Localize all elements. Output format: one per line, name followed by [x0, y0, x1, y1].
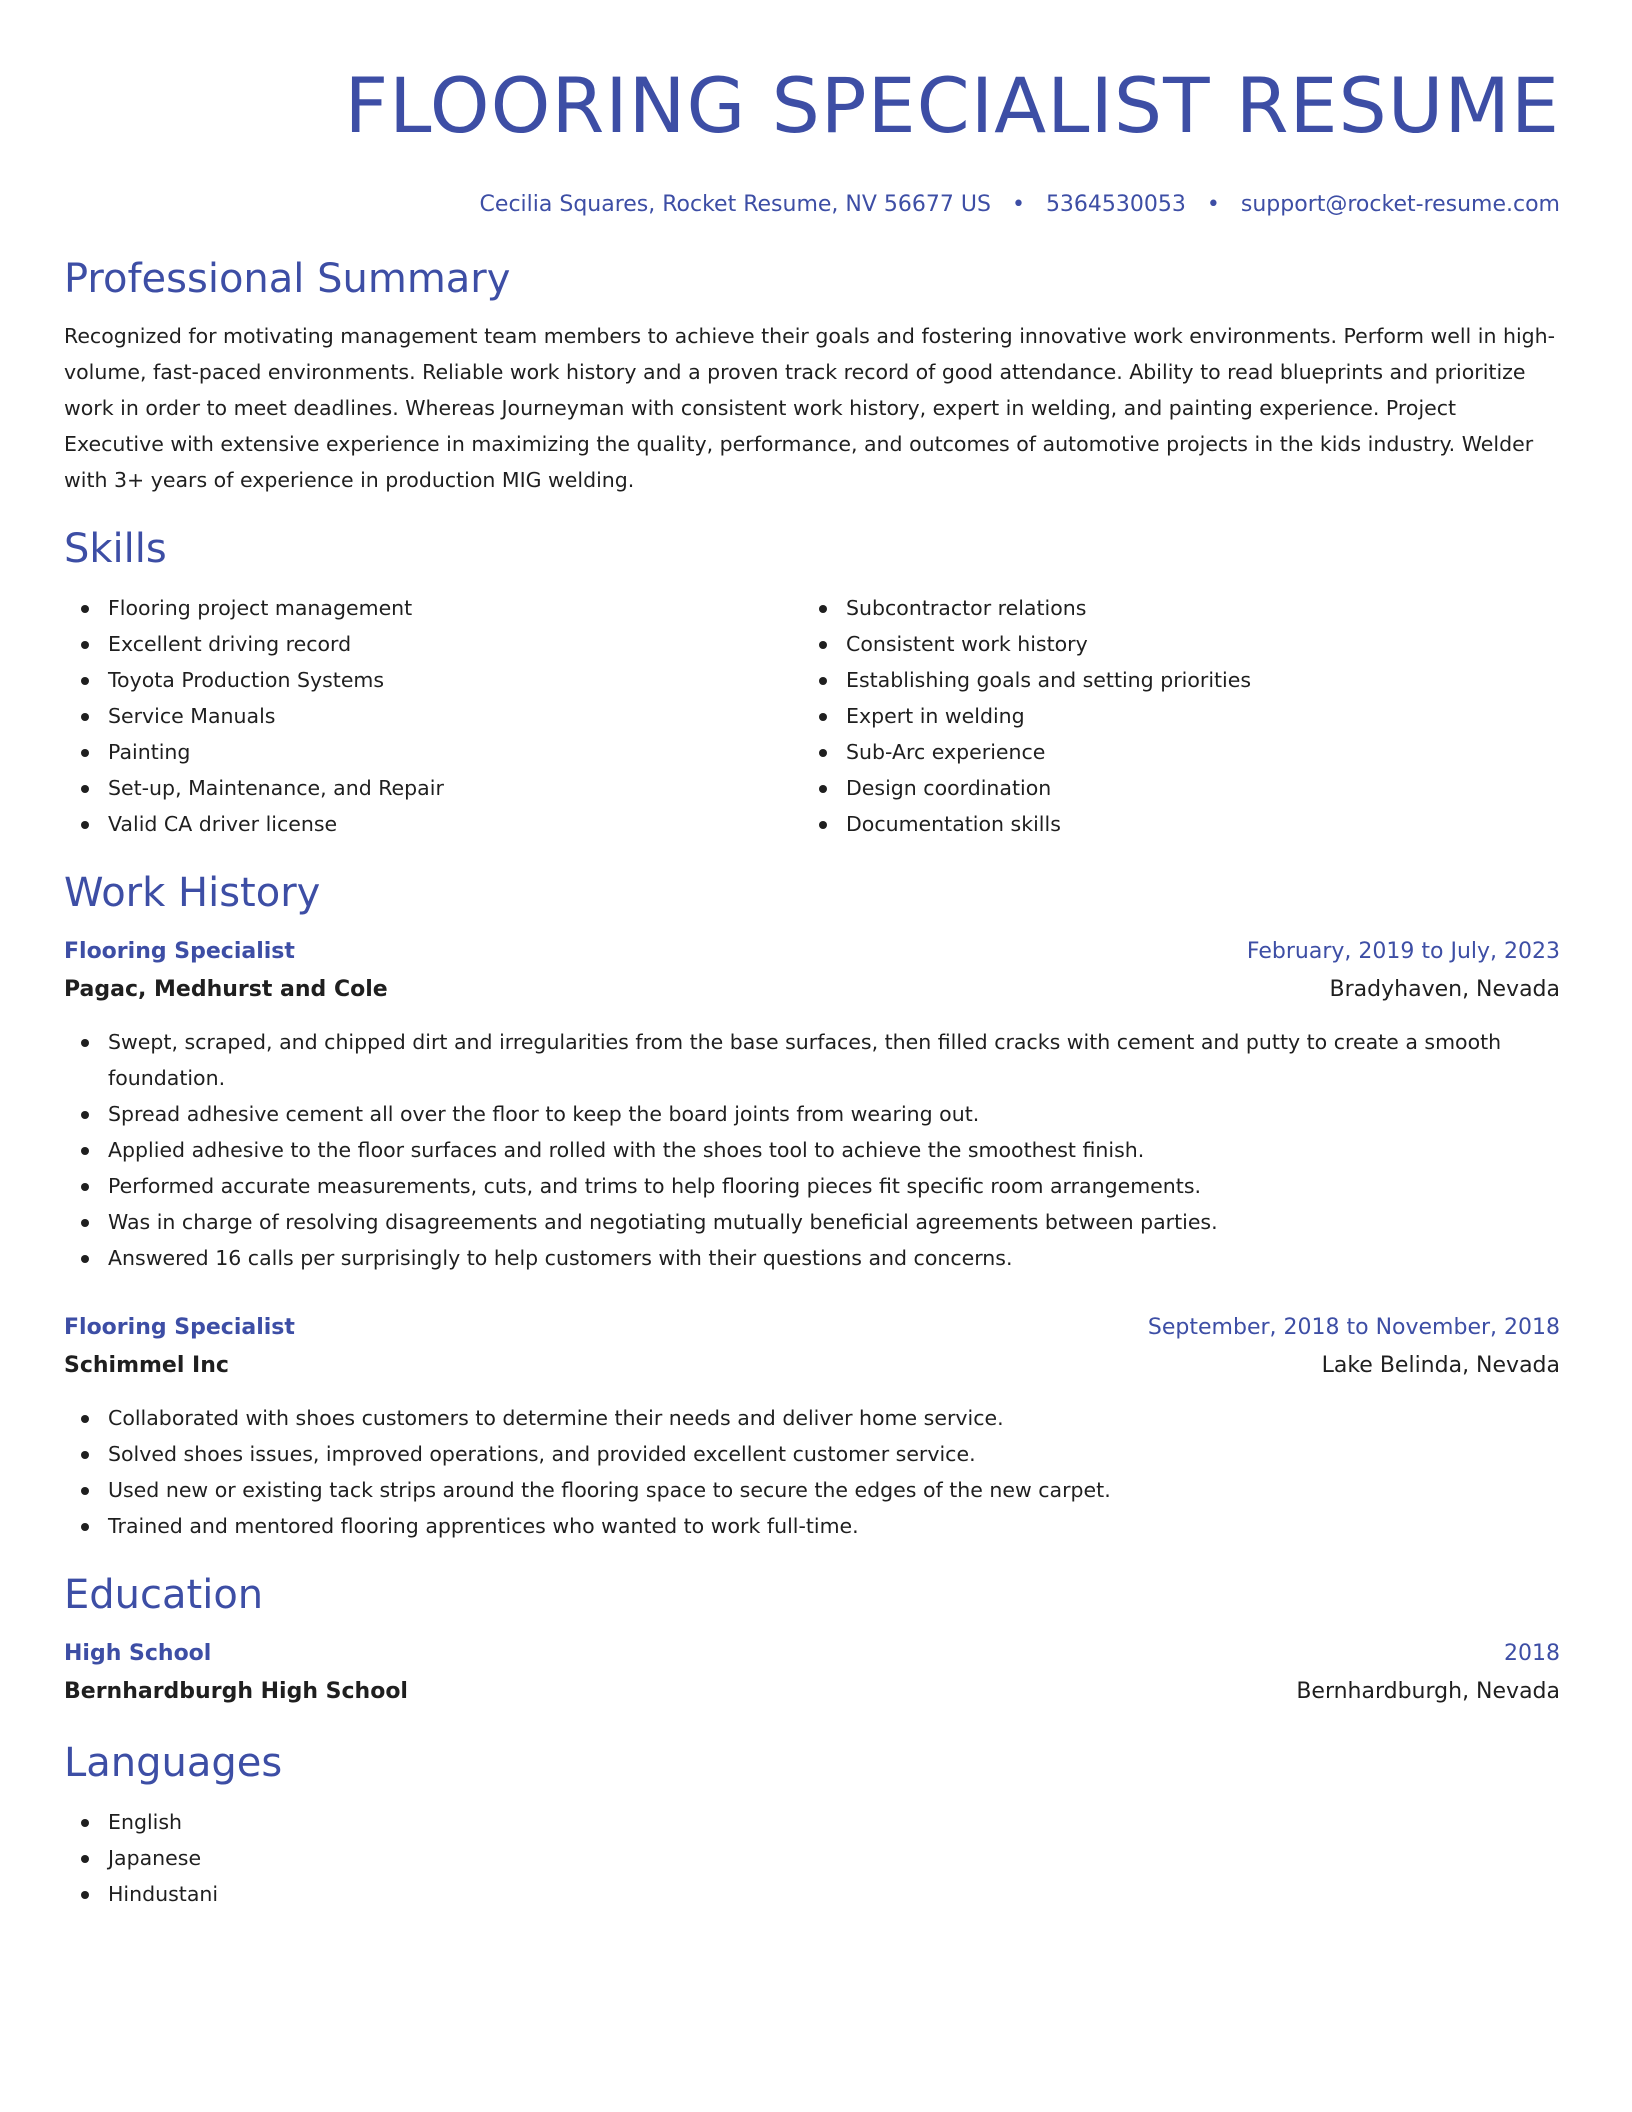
- education-year: 2018: [1504, 1641, 1560, 1666]
- job-location: Bradyhaven, Nevada: [1329, 977, 1560, 1002]
- job-bullet: Performed accurate measurements, cuts, and trims to help flooring pieces fit specific room arrangements.: [64, 1168, 1560, 1204]
- job-bullet: Trained and mentored flooring apprentices who wanted to work full-time.: [64, 1508, 1560, 1544]
- skills-section: [64, 524, 1560, 842]
- section-heading-summary: Professional Summary: [64, 256, 511, 302]
- skill-item: Painting: [64, 734, 802, 770]
- contact-phone[interactable]: 5364530053: [1045, 192, 1186, 217]
- education-section: [64, 1570, 1560, 1712]
- job-bullet: Spread adhesive cement all over the floor to keep the board joints from wearing out.: [64, 1096, 1560, 1132]
- job-role: Flooring Specialist: [64, 1315, 295, 1340]
- skill-item: Flooring project management: [64, 590, 802, 626]
- job-company: Pagac, Medhurst and Cole: [64, 977, 388, 1002]
- job-header: [64, 1310, 1560, 1346]
- section-heading-skills: Skills: [64, 526, 167, 572]
- education-location: Bernhardburgh, Nevada: [1296, 1679, 1560, 1704]
- job-entry: [64, 1310, 1560, 1544]
- skill-item: Valid CA driver license: [64, 806, 802, 842]
- job-location: Lake Belinda, Nevada: [1321, 1353, 1560, 1378]
- contact-address: Cecilia Squares, Rocket Resume, NV 56677 US: [479, 192, 991, 217]
- skill-item: Design coordination: [802, 770, 1540, 806]
- skill-item: Service Manuals: [64, 698, 802, 734]
- job-bullet: Solved shoes issues, improved operations, and provided excellent customer service.: [64, 1436, 1560, 1472]
- section-heading-education: Education: [64, 1572, 264, 1618]
- job-role: Flooring Specialist: [64, 939, 295, 964]
- languages-list: [64, 1804, 1560, 1912]
- contact-separator: •: [1011, 192, 1025, 217]
- contact-email[interactable]: support@rocket-resume.com: [1240, 192, 1560, 217]
- skill-item: Toyota Production Systems: [64, 662, 802, 698]
- job-entry: [64, 934, 1560, 1276]
- job-bullet: Was in charge of resolving disagreements and negotiating mutually beneficial agreements between parties.: [64, 1204, 1560, 1240]
- job-header: [64, 934, 1560, 970]
- job-dates: September, 2018 to November, 2018: [1147, 1315, 1560, 1340]
- job-bullets: [64, 1400, 1560, 1544]
- section-heading-languages: Languages: [64, 1740, 283, 1786]
- education-school: Bernhardburgh High School: [64, 1679, 408, 1704]
- job-bullets: [64, 1024, 1560, 1276]
- language-item: Hindustani: [64, 1876, 1560, 1912]
- resume-title: FLOORING SPECIALIST RESUME: [344, 61, 1560, 150]
- summary-section: [64, 254, 1560, 498]
- job-dates: February, 2019 to July, 2023: [1246, 939, 1560, 964]
- summary-text: Recognized for motivating management team members to achieve their goals and fostering innovative work environments. Perform well in high-volume, fast-paced environments. Reliable work history and a proven track record of good attendance. Ability to read blueprints and prioritize work in order to meet deadlines. Whereas Journeyman with consistent work history, expert in welding, and painting experience. Project Executive with extensive experience in maximizing the quality, performance, and outcomes of automotive projects in the kids industry. Welder with 3+ years of experience in production MIG welding.: [64, 324, 1556, 492]
- skill-item: Establishing goals and setting priorities: [802, 662, 1540, 698]
- language-item: Japanese: [64, 1840, 1560, 1876]
- education-header: [64, 1636, 1560, 1672]
- job-bullet: Used new or existing tack strips around the flooring space to secure the edges of the new carpet.: [64, 1472, 1560, 1508]
- skill-item: Consistent work history: [802, 626, 1540, 662]
- skill-item: Expert in welding: [802, 698, 1540, 734]
- skill-item: Documentation skills: [802, 806, 1540, 842]
- language-item: English: [64, 1804, 1560, 1840]
- job-bullet: Collaborated with shoes customers to determine their needs and deliver home service.: [64, 1400, 1560, 1436]
- education-subheader: [64, 1672, 1560, 1712]
- skill-item: Sub-Arc experience: [802, 734, 1540, 770]
- skill-item: Set-up, Maintenance, and Repair: [64, 770, 802, 806]
- job-bullet: Swept, scraped, and chipped dirt and irregularities from the base surfaces, then filled cracks with cement and putty to create a smooth foundation.: [64, 1024, 1560, 1096]
- skill-item: Excellent driving record: [64, 626, 802, 662]
- section-heading-work: Work History: [64, 870, 321, 916]
- job-subheader: [64, 1346, 1560, 1386]
- skill-item: Subcontractor relations: [802, 590, 1540, 626]
- job-bullet: Answered 16 calls per surprisingly to help customers with their questions and concerns.: [64, 1240, 1560, 1276]
- resume-page: [64, 0, 1560, 1912]
- contact-separator: •: [1206, 192, 1220, 217]
- job-subheader: [64, 970, 1560, 1010]
- skills-list-left: [64, 590, 802, 842]
- skills-list-right: [802, 590, 1540, 842]
- job-bullet: Applied adhesive to the floor surfaces and rolled with the shoes tool to achieve the smoothest finish.: [64, 1132, 1560, 1168]
- languages-section: [64, 1738, 1560, 1912]
- skills-grid: [64, 590, 1560, 842]
- job-company: Schimmel Inc: [64, 1353, 229, 1378]
- contact-line: [64, 190, 1560, 220]
- work-history-section: [64, 868, 1560, 1544]
- education-degree: High School: [64, 1641, 212, 1666]
